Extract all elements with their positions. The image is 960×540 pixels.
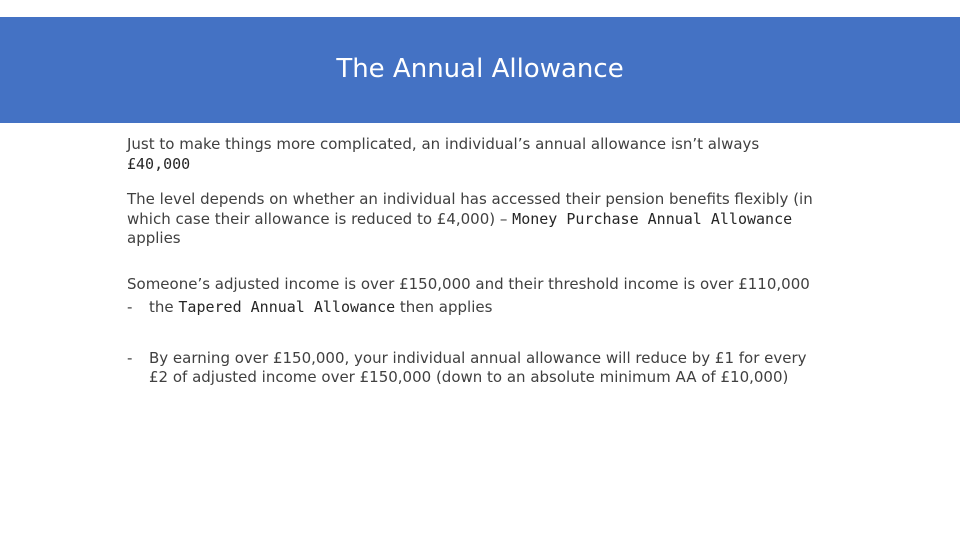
tapered-annual-allowance: Tapered Annual Allowance xyxy=(178,298,396,316)
dash-bullet: - xyxy=(127,348,133,367)
paragraph-3-subitem-text xyxy=(149,298,827,318)
slide-title: The Annual Allowance xyxy=(336,54,624,84)
paragraph-1 xyxy=(127,135,827,174)
paragraph-3-text: Someone’s adjusted income is over £150,000 and their threshold income is over £110,000 xyxy=(127,274,810,293)
slide-body xyxy=(127,135,827,388)
paragraph-2-text: The level depends on whether an individual has accessed their pension benefits flexibly (in which case their allowance is reduced to £4,000) – xyxy=(127,190,813,228)
paragraph-1-text: Just to make things more complicated, an individual’s annual allowance isn’t always xyxy=(127,135,760,153)
paragraph-4-text: By earning over £150,000, your individual annual allowance will reduce by £1 for every £2 of adjusted income over £150,000 (down to an absolute minimum AA of £10,000) xyxy=(149,348,807,386)
paragraph-2-tail: applies xyxy=(127,229,181,247)
dash-bullet: - xyxy=(127,298,133,316)
title-bar xyxy=(0,17,960,123)
paragraph-4 xyxy=(127,349,827,388)
paragraph-2 xyxy=(127,190,827,249)
money-purchase-annual-allowance: Money Purchase Annual Allowance xyxy=(512,209,793,228)
paragraph-1-amount: £40,000 xyxy=(127,154,191,173)
paragraph-3-subitem xyxy=(127,298,827,318)
subitem-prefix: the xyxy=(149,298,179,316)
paragraph-3 xyxy=(127,275,827,295)
subitem-tail: then applies xyxy=(395,298,493,316)
